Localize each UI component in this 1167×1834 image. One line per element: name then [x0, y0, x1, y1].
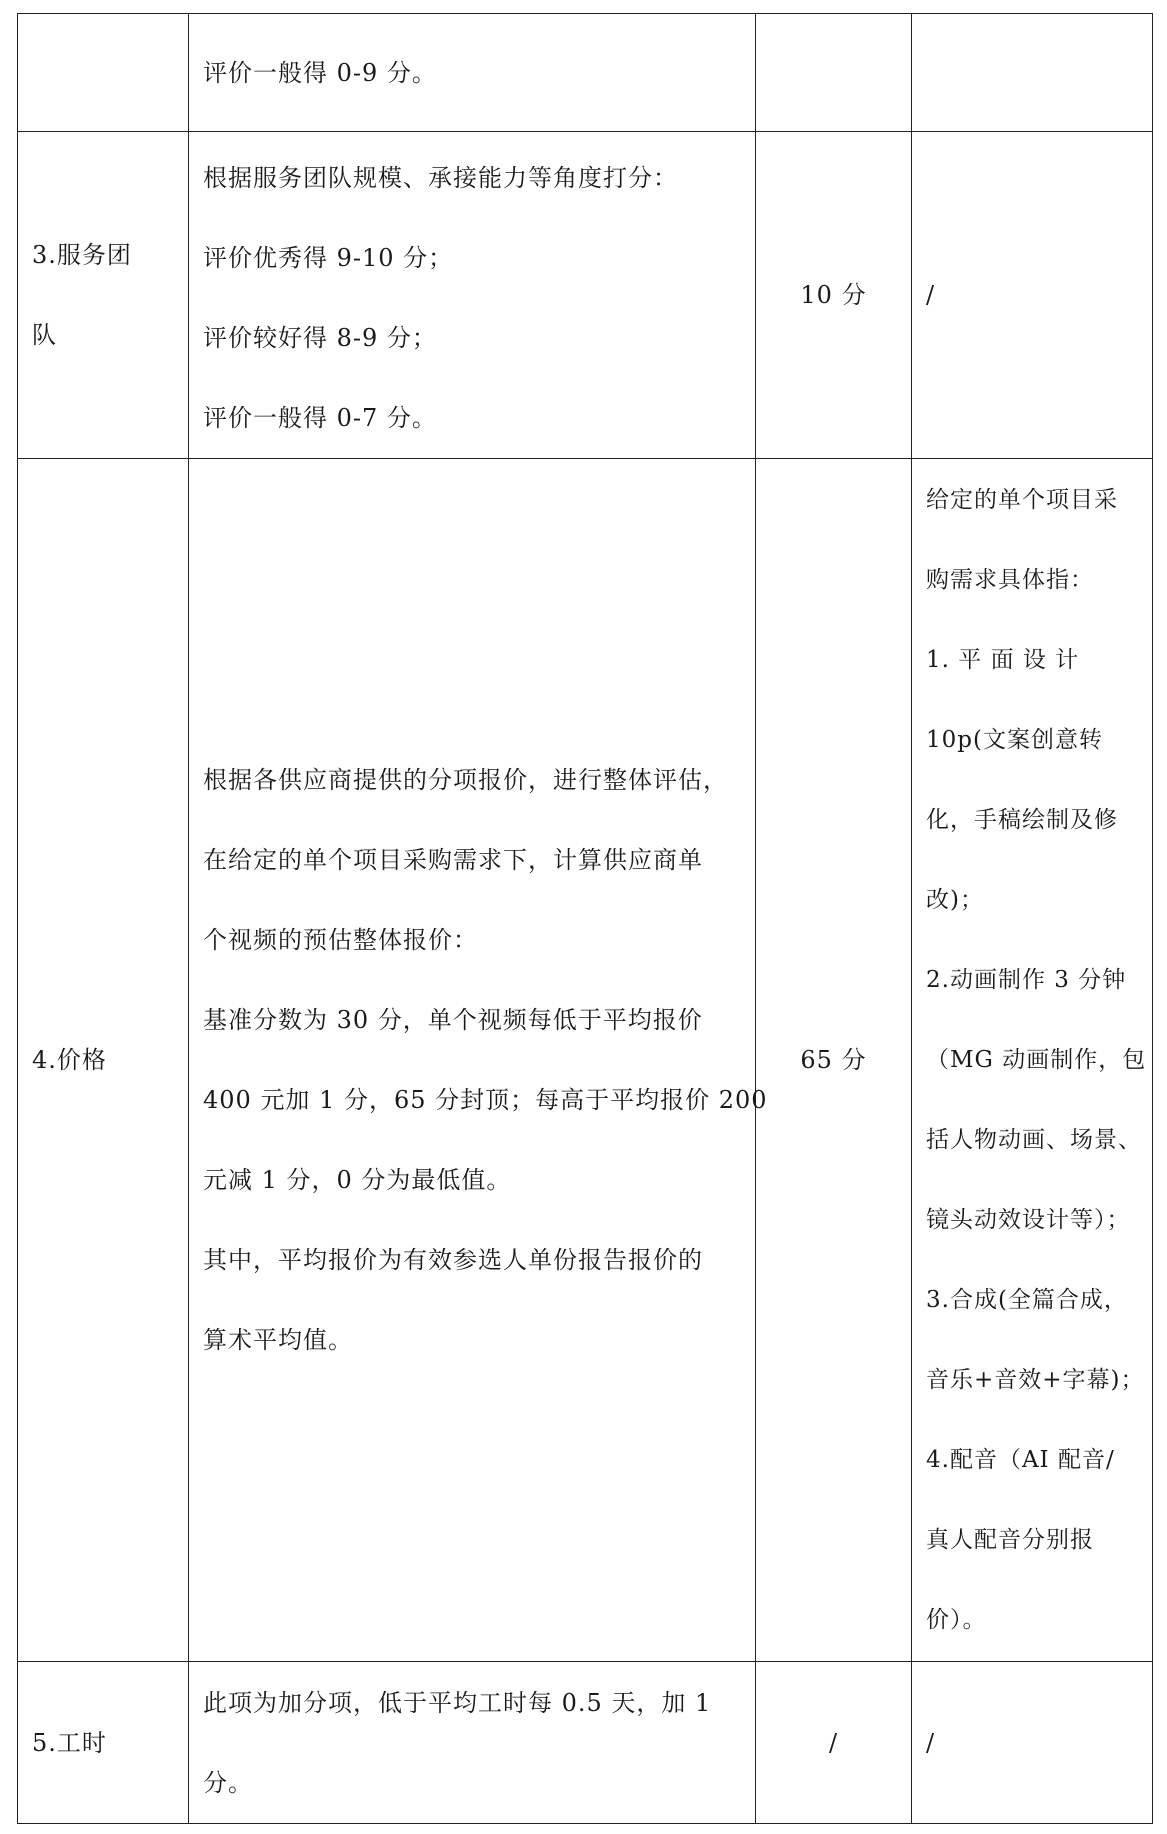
note-line: 镜头动效设计等）； — [926, 1207, 1131, 1233]
note-line: 真人配音分别报 — [926, 1527, 1094, 1553]
note-line: / — [926, 1728, 936, 1757]
note-line: 购需求具体指： — [926, 567, 1094, 593]
note-line: 括人物动画、场景、 — [926, 1127, 1142, 1153]
criteria-line: 评价优秀得 9-10 分； — [203, 244, 454, 272]
criteria-line: 算术平均值。 — [203, 1326, 353, 1354]
table-row — [18, 1662, 1153, 1824]
criteria-line: 基准分数为 30 分，单个视频每低于平均报价 — [203, 1006, 703, 1034]
criteria-line: 根据各供应商提供的分项报价，进行整体评估， — [203, 766, 728, 794]
note-line: / — [926, 281, 936, 309]
criteria-cell — [189, 132, 756, 459]
note-line: 3.合成(全篇合成， — [926, 1287, 1128, 1313]
criteria-line: 个视频的预估整体报价： — [203, 926, 478, 954]
note-line: 音乐+音效+字幕)； — [926, 1367, 1145, 1393]
criteria-line: 其中，平均报价为有效参选人单份报告报价的 — [203, 1246, 703, 1274]
item-cell — [18, 132, 189, 459]
criteria-line: 评价一般得 0-9 分。 — [203, 58, 437, 87]
note-cell — [912, 1662, 1153, 1824]
note-line: 给定的单个项目采 — [926, 487, 1118, 513]
note-line: 价）。 — [926, 1607, 987, 1633]
criteria-cell — [189, 459, 768, 1662]
note-line: （MG 动画制作，包 — [926, 1047, 1147, 1073]
note-line: 改)； — [926, 887, 984, 913]
note-line: 10p(文案创意转 — [926, 727, 1103, 753]
note-line: 2.动画制作 3 分钟 — [926, 967, 1127, 993]
note-line: 化，手稿绘制及修 — [926, 807, 1118, 833]
note-cell — [912, 132, 1153, 459]
score-cell: 65 分 — [756, 459, 912, 1662]
table-row — [18, 132, 1153, 459]
item-cell: 4.价格 — [18, 459, 189, 1662]
item-cell — [18, 14, 189, 132]
criteria-line: 根据服务团队规模、承接能力等角度打分： — [203, 164, 678, 192]
score-cell: 10 分 — [756, 132, 912, 459]
note-cell — [912, 459, 1153, 1662]
criteria-line: 评价较好得 8-9 分； — [203, 324, 437, 352]
table-row — [18, 14, 1153, 132]
criteria-line: 评价一般得 0-7 分。 — [203, 404, 437, 432]
criteria-cell — [189, 14, 756, 132]
criteria-line: 分。 — [203, 1768, 253, 1797]
item-cell: 5.工时 — [18, 1662, 189, 1824]
score-cell: / — [756, 1662, 912, 1824]
criteria-line: 在给定的单个项目采购需求下，计算供应商单 — [203, 846, 703, 874]
note-line: 4.配音（AI 配音/ — [926, 1447, 1115, 1473]
criteria-line: 此项为加分项，低于平均工时每 0.5 天，加 1 — [203, 1688, 712, 1717]
note-cell — [912, 14, 1153, 132]
criteria-cell — [189, 1662, 756, 1824]
criteria-line: 400 元加 1 分，65 分封顶；每高于平均报价 200 — [203, 1086, 768, 1114]
table-row — [18, 459, 1153, 1662]
note-line: 1. 平 面 设 计 — [926, 647, 1080, 673]
item-line: 3.服务团 — [32, 241, 132, 269]
criteria-line: 元减 1 分，0 分为最低值。 — [203, 1166, 512, 1194]
score-cell — [756, 14, 912, 132]
scoring-table — [17, 13, 1153, 1824]
item-line: 队 — [32, 321, 57, 349]
